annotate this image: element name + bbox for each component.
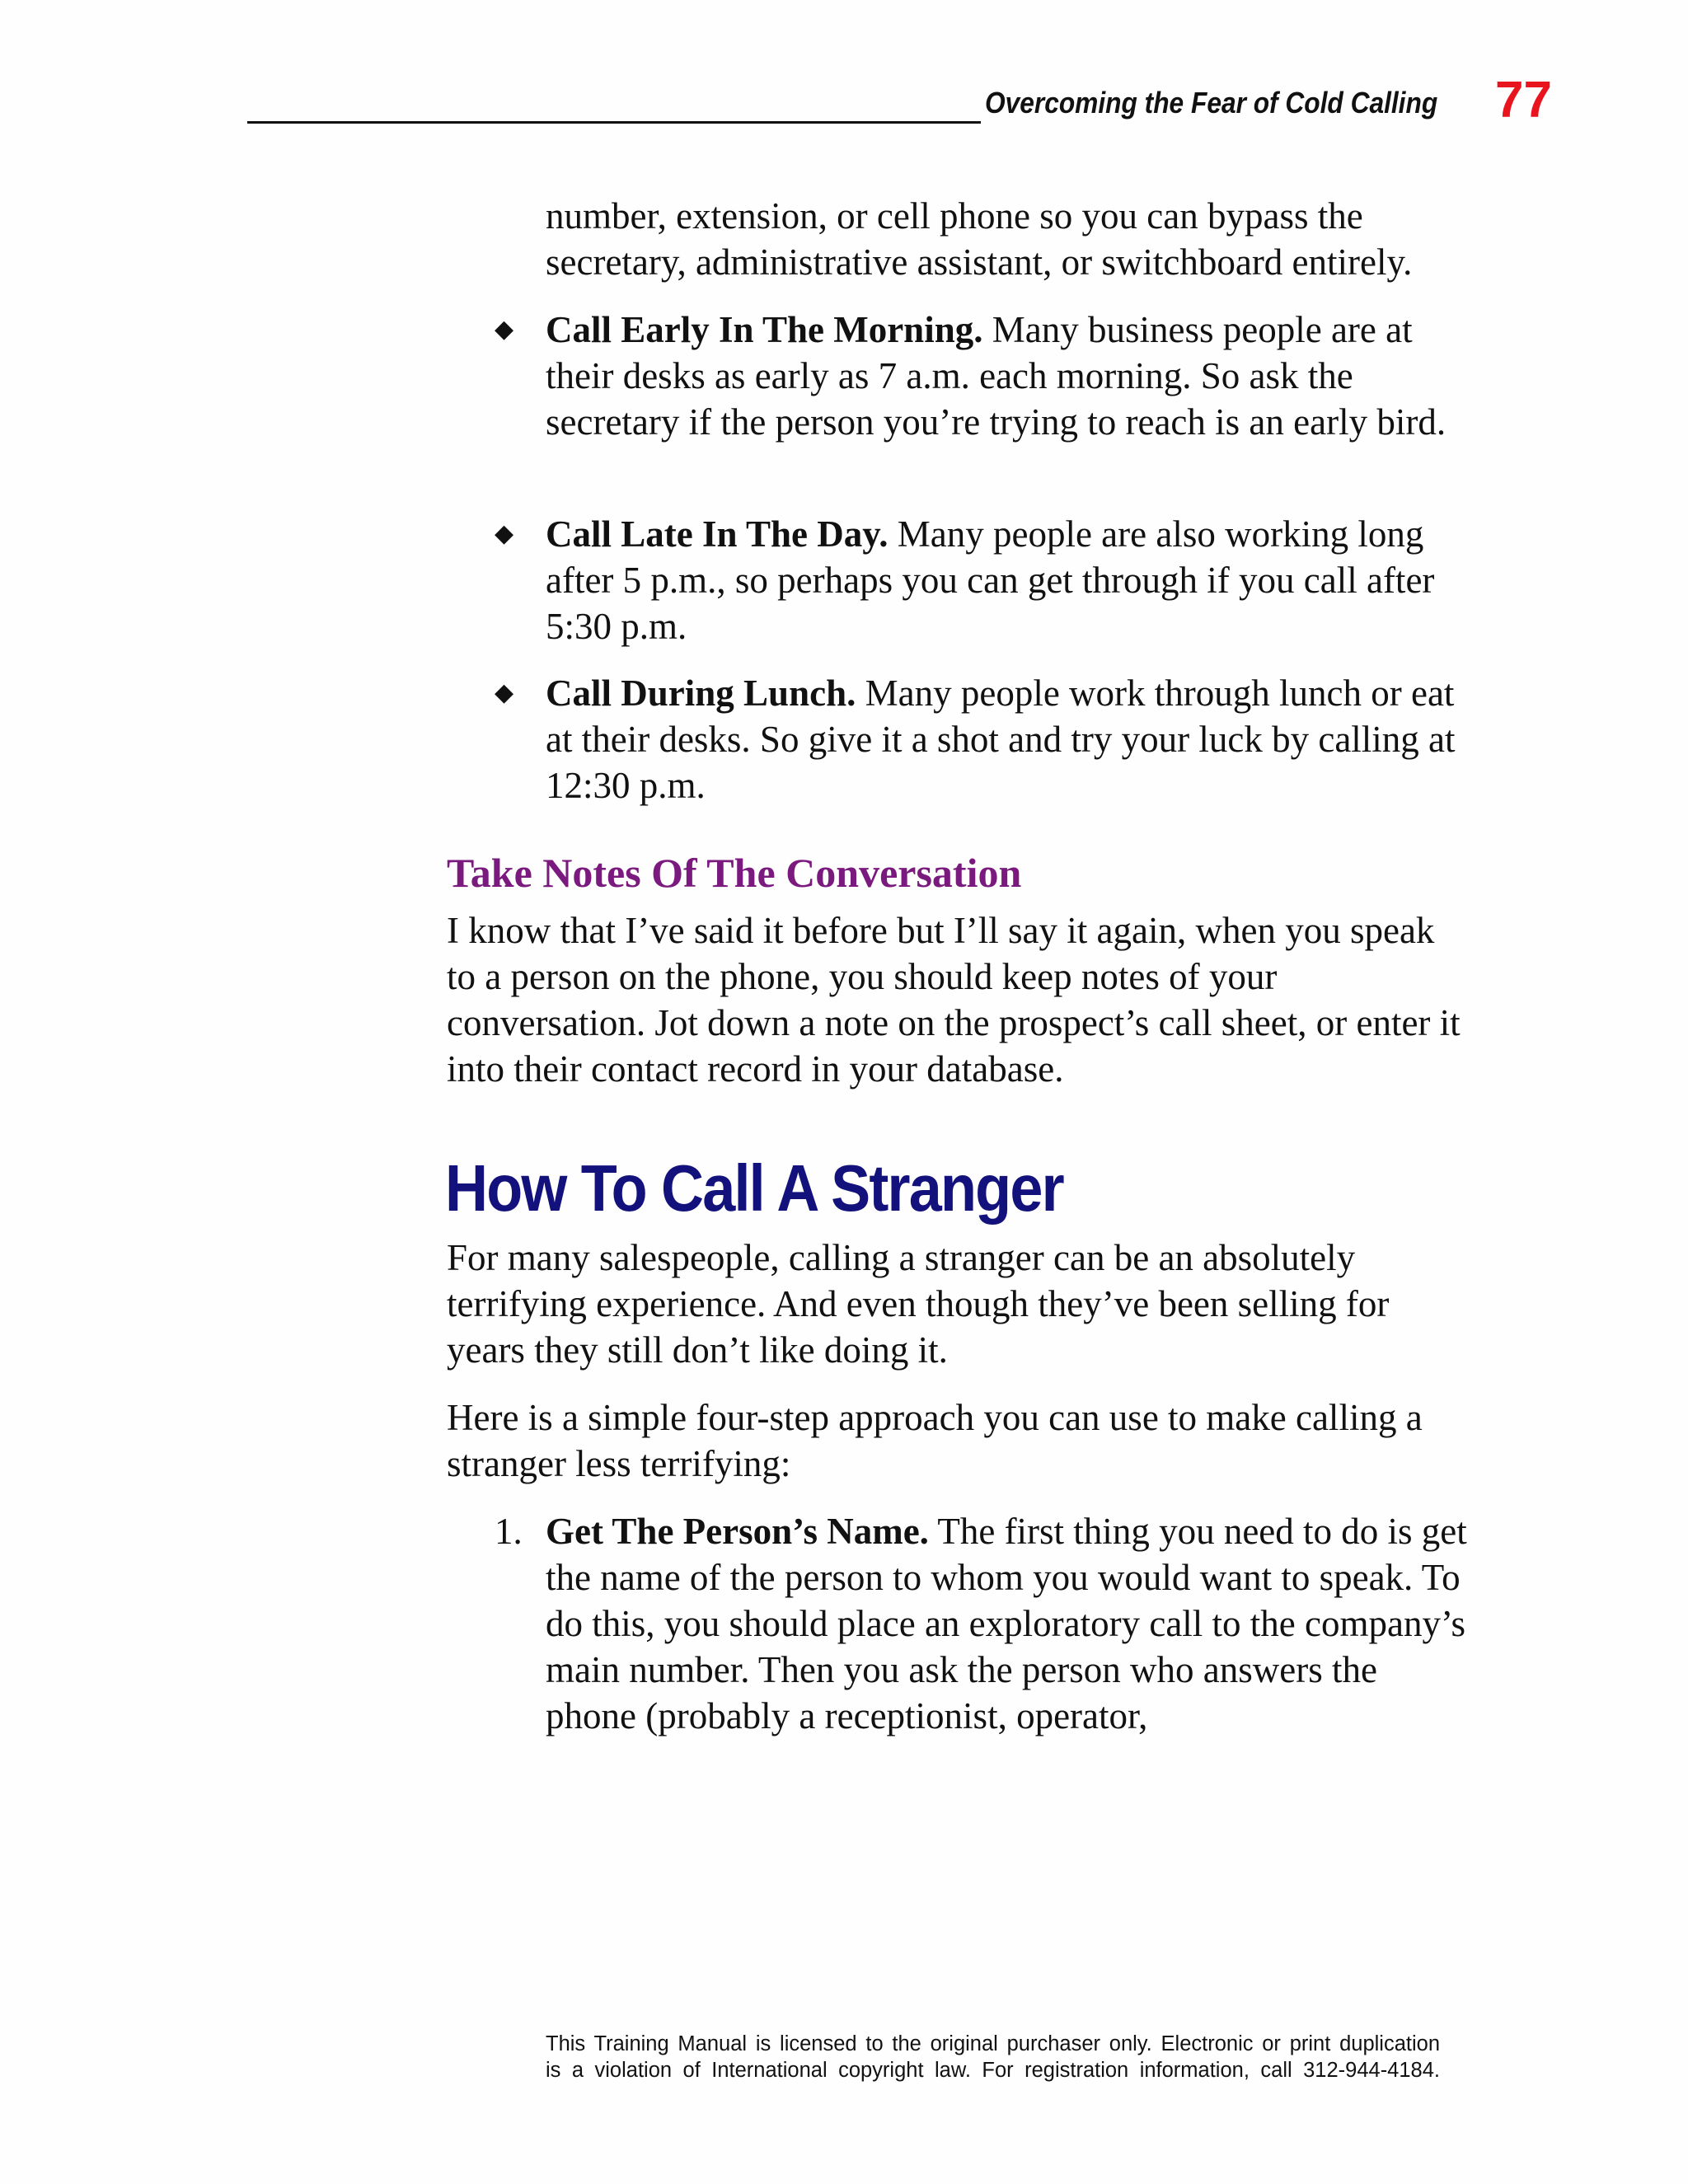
bullet-body: Many business people are at their desks as early as 7 a.m. each morning. So ask the secretary if the person you’re trying to reach is an early bird. xyxy=(546,309,1447,443)
step-body: The first thing you need to do is get the name of the person to whom you would want to speak. To do this, you should place an exploratory call to the company’s main number. Then you ask the person who answers the phone (probably a receptionist, operator, xyxy=(546,1511,1467,1736)
diamond-bullet-icon: ◆ xyxy=(495,316,514,343)
copyright-footer xyxy=(546,2031,1440,2083)
step-number: 1. xyxy=(495,1511,523,1552)
bullet-lead: Call Late In The Day. xyxy=(546,513,889,555)
running-head: Overcoming the Fear of Cold Calling xyxy=(985,86,1438,120)
diamond-bullet-icon: ◆ xyxy=(495,520,514,547)
section-heading: How To Call A Stranger xyxy=(445,1151,1063,1225)
bullet-text xyxy=(546,670,1461,808)
page-number: 77 xyxy=(1495,72,1552,129)
footer-line: This Training Manual is licensed to the original purchaser only. Electronic or print duplication xyxy=(546,2032,1440,2055)
section-subheading: Take Notes Of The Conversation xyxy=(447,850,1022,896)
bullet-text xyxy=(546,307,1461,445)
continued-paragraph: number, extension, or cell phone so you can bypass the secretary, administrative assistant, or switchboard entirely. xyxy=(546,195,1413,283)
approach-paragraph: Here is a simple four-step approach you can use to make calling a stranger less terrifying: xyxy=(447,1397,1423,1484)
step-text xyxy=(546,1508,1469,1739)
step-lead: Get The Person’s Name. xyxy=(546,1511,929,1552)
intro-paragraph: For many salespeople, calling a stranger can be an absolutely terrifying experience. And even though they’ve been selling for years they still don’t like doing it. xyxy=(447,1237,1390,1371)
bullet-body: Many people are also working long after 5 p.m., so perhaps you can get through if you call after 5:30 p.m. xyxy=(546,513,1435,647)
bullet-text xyxy=(546,511,1461,649)
bullet-body: Many people work through lunch or eat at their desks. So give it a shot and try your luck by calling at 12:30 p.m. xyxy=(546,673,1456,806)
header-rule xyxy=(247,121,981,124)
diamond-bullet-icon: ◆ xyxy=(495,679,514,706)
footer-line: is a violation of International copyright law. For registration information, call 312-944-4184. xyxy=(546,2059,1440,2082)
notes-paragraph: I know that I’ve said it before but I’ll say it again, when you speak to a person on the phone, you should keep notes of your conversation. Jot down a note on the prospect’s call sheet, or enter it into their contact record in your database. xyxy=(447,910,1461,1090)
bullet-lead: Call Early In The Morning. xyxy=(546,309,983,350)
bullet-lead: Call During Lunch. xyxy=(546,673,856,714)
